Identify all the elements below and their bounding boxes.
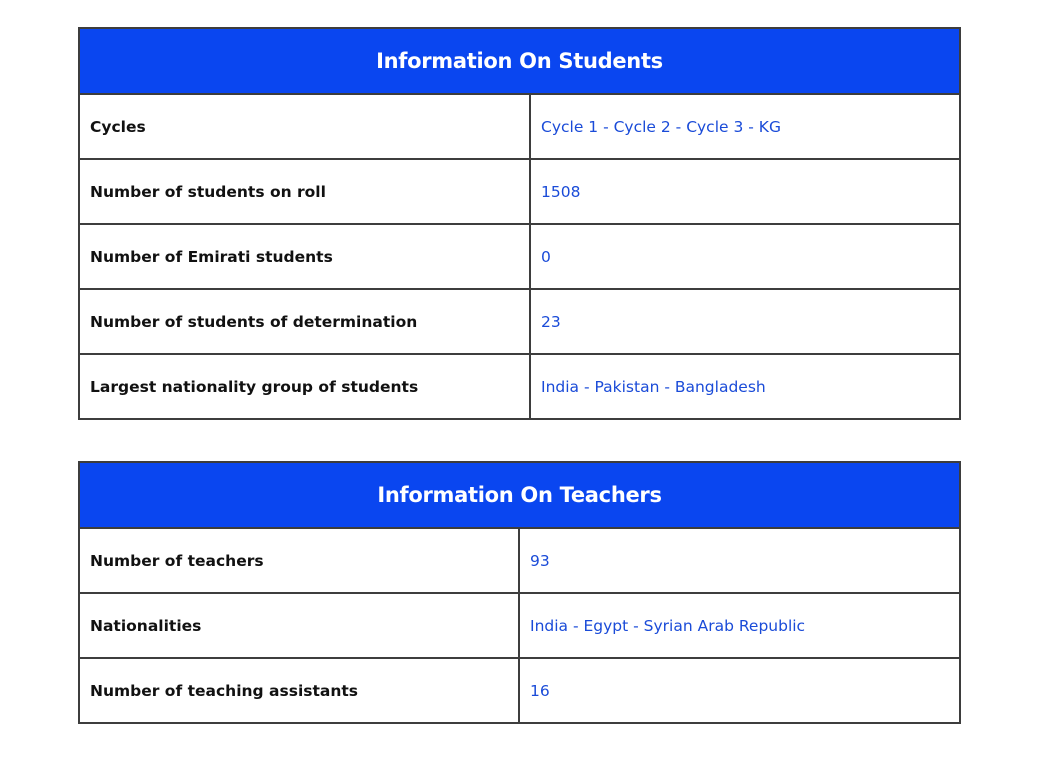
row-label-students-on-roll: Number of students on roll xyxy=(79,159,530,224)
row-label-number-of-teachers: Number of teachers xyxy=(79,528,519,593)
table-row xyxy=(79,224,960,289)
row-value-number-of-teachers: 93 xyxy=(519,528,960,593)
students-table-title: Information On Students xyxy=(79,28,960,94)
row-label-teaching-assistants: Number of teaching assistants xyxy=(79,658,519,723)
table-row xyxy=(79,593,960,658)
row-value-largest-nationality-group: India - Pakistan - Bangladesh xyxy=(530,354,960,419)
table-row xyxy=(79,528,960,593)
teachers-table-header-row xyxy=(79,462,960,528)
table-row xyxy=(79,289,960,354)
row-value-teaching-assistants: 16 xyxy=(519,658,960,723)
row-value-nationalities: India - Egypt - Syrian Arab Republic xyxy=(519,593,960,658)
teachers-table-title: Information On Teachers xyxy=(79,462,960,528)
row-value-emirati-students: 0 xyxy=(530,224,960,289)
row-label-cycles: Cycles xyxy=(79,94,530,159)
students-table-header-row xyxy=(79,28,960,94)
row-value-students-of-determination: 23 xyxy=(530,289,960,354)
table-row xyxy=(79,354,960,419)
teachers-info-table xyxy=(78,461,961,724)
table-row xyxy=(79,94,960,159)
table-row xyxy=(79,159,960,224)
row-label-largest-nationality-group: Largest nationality group of students xyxy=(79,354,530,419)
row-value-cycles: Cycle 1 - Cycle 2 - Cycle 3 - KG xyxy=(530,94,960,159)
row-label-emirati-students: Number of Emirati students xyxy=(79,224,530,289)
students-info-table xyxy=(78,27,961,420)
row-value-students-on-roll: 1508 xyxy=(530,159,960,224)
row-label-nationalities: Nationalities xyxy=(79,593,519,658)
table-row xyxy=(79,658,960,723)
row-label-students-of-determination: Number of students of determination xyxy=(79,289,530,354)
